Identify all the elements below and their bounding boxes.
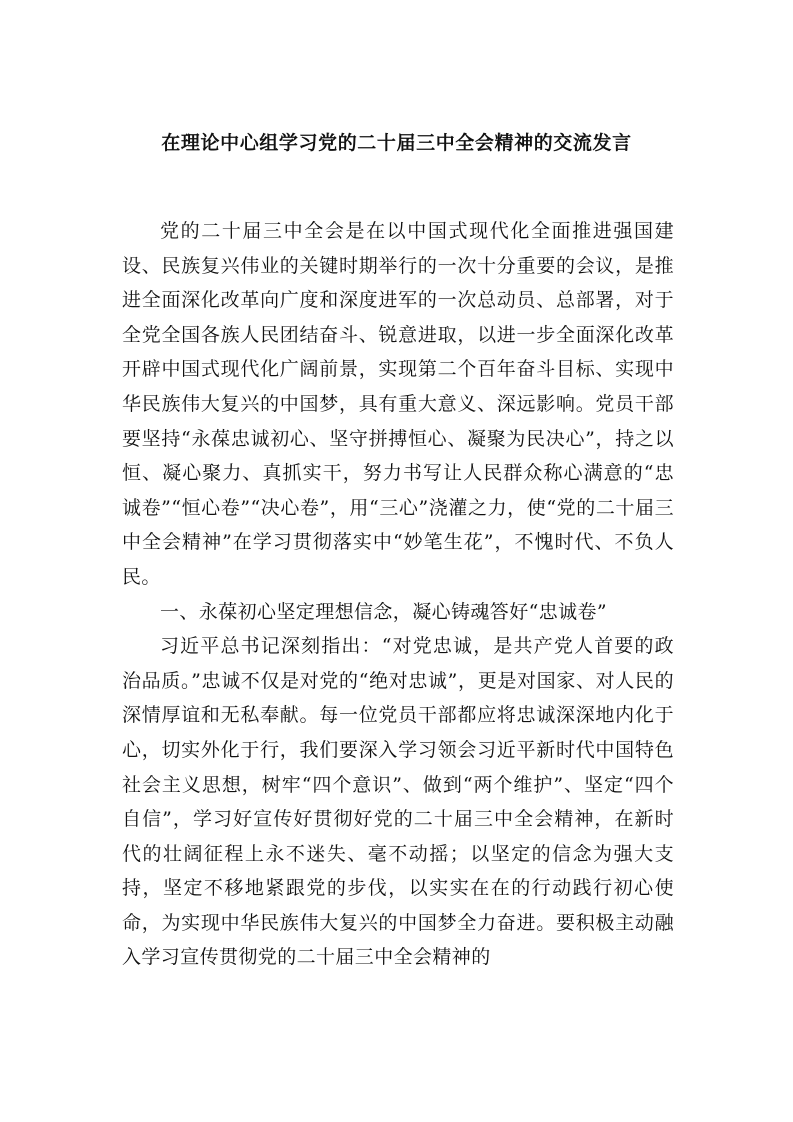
document-title: 在理论中心组学习党的二十届三中全会精神的交流发言 <box>161 132 632 154</box>
paragraph-intro: 党的二十届三中全会是在以中国式现代化全面推进强国建设、民族复兴伟业的关键时期举行的一次十分重要的会议，是推进全面深化改革向广度和深度进军的一次总动员、总部署，对于全党全国各族人民团结奋斗、锐意进取，以进一步全面深化改革开辟中国式现代化广阔前景，实现第二个百年奋斗目标、实现中华民族伟大复兴的中国梦，具有重大意义、深远影响。党员干部要坚持“永葆忠诚初心、坚守拼搏恒心、凝聚为民决心”，持之以恒、凝心聚力、真抓实干，努力书写让人民群众称心满意的“忠诚卷”“恒心卷”“决心卷”，用“三心”浇灌之力，使“党的二十届三中全会精神”在学习贯彻落实中“妙笔生花”，不愧时代、不负人民。 <box>122 220 674 588</box>
document-body <box>122 214 674 975</box>
paragraph-section-1: 习近平总书记深刻指出：“对党忠诚，是共产党人首要的政治品质。”忠诚不仅是对党的“绝对忠诚”，更是对国家、对人民的深情厚谊和无私奉献。每一位党员干部都应将忠诚深深地内化于心，切实外化于行，我们要深入学习领会习近平新时代中国特色社会主义思想，树牢“四个意识”、做到“两个维护”、坚定“四个自信”，学习好宣传好贯彻好党的二十届三中全会精神，在新时代的壮阔征程上永不迷失、毫不动摇；以坚定的信念为强大支持，坚定不移地紧跟党的步伐，以实实在在的行动践行初心使命，为实现中华民族伟大复兴的中国梦全力奋进。要积极主动融入学习宣传贯彻党的二十届三中全会精神的 <box>122 635 674 969</box>
section-heading-1: 一、永葆初心坚定理想信念，凝心铸魂答好“忠诚卷” <box>160 600 608 623</box>
